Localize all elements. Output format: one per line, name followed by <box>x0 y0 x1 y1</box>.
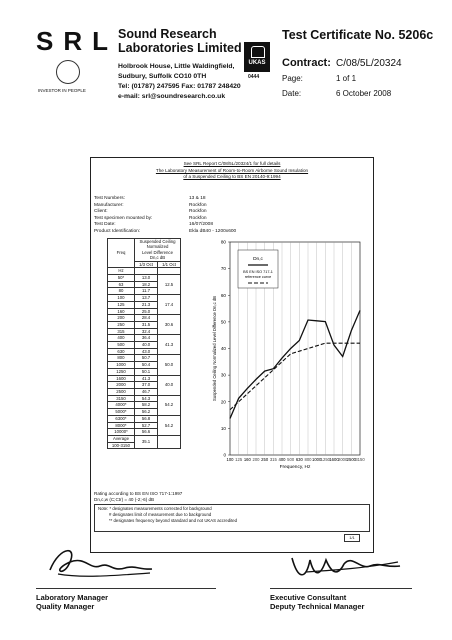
x-tick-label: 630 <box>295 457 303 462</box>
y-tick-label: 0 <box>223 452 226 458</box>
investor-seal-icon <box>56 60 80 84</box>
octave-cell: 54.2 <box>158 395 181 415</box>
y-tick-label: 50 <box>220 319 226 325</box>
x-tick-label: 1000 <box>312 457 322 462</box>
report-title-1: See SRL Report C/08/5L/20324/1 for full details <box>183 161 281 166</box>
note-2: # designates limit of measurement due to background <box>109 512 212 517</box>
page-label: Page: <box>282 74 303 83</box>
address-block <box>118 62 258 102</box>
y-axis-label: Suspended Ceiling Normalized Level Difference Dn,c dB <box>212 296 217 401</box>
freq-cell: 630 <box>108 348 135 355</box>
date-label: Date: <box>282 89 302 98</box>
value-cell: 32.4 <box>135 328 158 335</box>
value-cell: 56.8 <box>135 415 158 422</box>
freq-cell: 2500 <box>108 388 135 395</box>
ukas-text: UKAS <box>248 60 266 66</box>
signature-line-right <box>270 588 412 589</box>
y-tick-label: 80 <box>220 239 226 245</box>
field-value: Rockfon <box>189 215 207 221</box>
col1-header: 1/3 Oct <box>135 261 158 268</box>
value-cell: 13.7 <box>135 295 158 302</box>
report-field <box>94 229 236 236</box>
value-cell: 37.0 <box>135 382 158 389</box>
freq-cell: 4000* <box>108 402 135 409</box>
value-cell: 50.7 <box>135 355 158 362</box>
freq-cell: 1600 <box>108 375 135 382</box>
field-label: Client: <box>94 209 108 214</box>
certificate-title: Test Certificate No. 5206c <box>282 28 434 42</box>
legend-box <box>238 250 278 288</box>
freq-cell: 250 <box>108 321 135 328</box>
y-tick-label: 70 <box>220 266 226 272</box>
freq-cell: 1000 <box>108 362 135 369</box>
unit-cell: Hz <box>108 268 135 275</box>
freq-header: Freq <box>108 239 135 268</box>
field-label: Manufacturer: <box>94 202 124 208</box>
field-value: Rockfon <box>189 209 207 214</box>
y-tick-label: 10 <box>220 425 226 431</box>
signatory-right <box>270 593 364 611</box>
results-table <box>107 238 181 449</box>
signatory-left <box>36 593 108 611</box>
freq-cell: 315 <box>108 328 135 335</box>
value-cell: 46.7 <box>135 388 158 395</box>
unit-row <box>108 268 181 275</box>
freq-cell: 8000* <box>108 422 135 429</box>
col2-header: 1/1 Oct <box>158 261 181 268</box>
contract-value: C/08/5L/20324 <box>336 58 402 69</box>
note-3: ** designates frequency beyond standard and not UKAS accredited <box>109 518 238 523</box>
rating-line-1: Rating according to BS EN ISO 717-1:1997 <box>94 491 183 496</box>
x-axis-label: Frequency, Hz <box>279 465 311 470</box>
field-label: Test Date: <box>94 222 116 227</box>
y-tick-label: 20 <box>220 399 226 405</box>
octave-cell: 30.6 <box>158 315 181 335</box>
octave-cell: 40.0 <box>158 375 181 395</box>
x-tick-label: 1600 <box>329 457 339 462</box>
value-cell: 56.2 <box>135 409 158 416</box>
date-value: 6 October 2008 <box>336 89 392 98</box>
x-tick-label: 2000 <box>338 457 348 462</box>
ukas-number: 0444 <box>248 74 260 80</box>
x-tick-label: 400 <box>278 457 286 462</box>
contract-label: Contract: <box>282 57 331 69</box>
results-chart <box>196 238 368 470</box>
column-title-line: Level Difference <box>142 249 173 255</box>
value-cell: 41.3 <box>135 375 158 382</box>
value-cell: 50.1 <box>135 368 158 375</box>
average-range: 100-3150 <box>108 442 135 449</box>
x-tick-label: 200 <box>252 457 260 462</box>
right-role-2: Deputy Technical Manager <box>270 602 365 611</box>
column-title-line: Suspended Ceiling <box>139 239 176 244</box>
table-row <box>108 295 181 302</box>
freq-cell: 6300* <box>108 415 135 422</box>
freq-cell: 3150 <box>108 395 135 402</box>
report-title-3: of a Suspended Ceiling to BS EN 20140-9:1994 <box>183 174 281 180</box>
company-line-1: Sound Research <box>118 27 217 41</box>
field-value: Rockfon <box>189 202 207 208</box>
table-row <box>108 375 181 382</box>
x-tick-label: 800 <box>304 457 312 462</box>
signature-right-icon <box>286 540 406 584</box>
certificate-meta <box>282 56 402 101</box>
freq-cell: 400 <box>108 335 135 342</box>
freq-cell: 125 <box>108 301 135 308</box>
value-cell: 52.7 <box>135 422 158 429</box>
note-1: Note: * designates measurements corrected for background <box>98 506 212 511</box>
notes-box <box>94 504 370 532</box>
address-line-3: Tel: (01787) 247595 Fax: 01787 248420 <box>118 83 241 90</box>
unit-spacer <box>135 268 158 275</box>
octave-cell: 54.2 <box>158 415 181 435</box>
x-tick-label: 500 <box>287 457 295 462</box>
freq-cell: 500 <box>108 342 135 349</box>
crown-icon <box>251 46 265 58</box>
seal-caption: INVESTOR IN PEOPLE <box>38 88 86 93</box>
average-spacer <box>158 435 181 448</box>
address-line-4: e-mail: srl@soundresearch.co.uk <box>118 93 226 100</box>
company-line-2: Laboratories Limited <box>118 41 242 55</box>
table-row <box>108 335 181 342</box>
address-line-1: Holbrook House, Little Waldingfield, <box>118 63 235 70</box>
signature-left-icon <box>40 540 160 584</box>
freq-cell: 1250 <box>108 368 135 375</box>
value-cell: 11.7 <box>135 288 158 295</box>
value-cell: 43.0 <box>135 348 158 355</box>
octave-cell: 50.0 <box>158 355 181 375</box>
field-label: Product Identification: <box>94 228 141 234</box>
x-tick-label: 160 <box>243 457 251 462</box>
field-value: Ekla dB40 - 1200x600 <box>189 228 237 234</box>
freq-cell: 800 <box>108 355 135 362</box>
freq-cell: 200 <box>108 315 135 322</box>
average-label: Average <box>108 435 135 442</box>
value-cell: 25.0 <box>135 308 158 315</box>
field-label: Test Numbers: <box>94 196 125 201</box>
report-title-2: The Laboratory Measurement of Room-to-Room Airborne Sound Insulation <box>155 167 309 173</box>
value-cell: 21.3 <box>135 301 158 308</box>
value-cell: 18.2 <box>135 281 158 288</box>
octave-cell: 12.5 <box>158 275 181 295</box>
table-row <box>108 395 181 402</box>
address-line-2: Sudbury, Suffolk CO10 0TH <box>118 73 207 80</box>
x-tick-label: 100 <box>226 457 234 462</box>
field-value: 13 & 18 <box>189 196 206 201</box>
report-fields <box>94 196 236 235</box>
table-row <box>108 415 181 422</box>
column-title-line: Dn,c dB <box>149 255 166 261</box>
page-box: 1/1 <box>344 534 360 542</box>
value-cell: 54.3 <box>135 395 158 402</box>
y-tick-label: 40 <box>220 346 226 352</box>
freq-cell: 63 <box>108 281 135 288</box>
field-value: 16/07/2008 <box>189 222 214 227</box>
column-title-line: Normalized <box>146 244 169 250</box>
freq-cell: 10000* <box>108 429 135 436</box>
y-tick-label: 30 <box>220 372 226 378</box>
report-title <box>90 161 374 181</box>
value-cell: 58.2 <box>135 402 158 409</box>
freq-cell: 160 <box>108 308 135 315</box>
right-role-1: Executive Consultant <box>270 593 347 602</box>
x-tick-label: 1250 <box>320 457 330 462</box>
legend-label-ref-2: reference curve <box>244 275 272 279</box>
average-row <box>108 435 181 442</box>
left-role-2: Quality Manager <box>36 602 95 611</box>
value-cell: 40.0 <box>135 342 158 349</box>
table-row <box>108 355 181 362</box>
x-tick-label: 315 <box>269 457 277 462</box>
average-spacer: 35.1 <box>135 435 158 448</box>
x-tick-label: 3150 <box>355 457 365 462</box>
freq-cell: 2000 <box>108 382 135 389</box>
unit-spacer <box>158 268 181 275</box>
signature-line-left <box>36 588 216 589</box>
field-label: Test specimen mounted by: <box>94 215 153 221</box>
x-tick-label: 125 <box>235 457 243 462</box>
freq-cell: 80 <box>108 288 135 295</box>
value-cell: 50.4 <box>135 362 158 369</box>
legend-label-dnc: Dn,c <box>253 257 263 262</box>
freq-cell: 5000* <box>108 409 135 416</box>
value-cell: 36.4 <box>135 335 158 342</box>
legend-label-ref-1: BS EN ISO 717-1 <box>243 270 273 274</box>
column-title <box>135 239 181 262</box>
octave-cell: 17.4 <box>158 295 181 315</box>
left-role-1: Laboratory Manager <box>36 593 109 602</box>
rating-line-2: Dn,c,w (C;Ctr) = 40 (-2;-6) dB <box>94 496 155 502</box>
page-value: 1 of 1 <box>336 74 357 83</box>
value-cell: 56.6 <box>135 429 158 436</box>
rating-block <box>94 491 370 503</box>
table-row <box>108 315 181 322</box>
x-tick-label: 250 <box>261 457 269 462</box>
y-tick-label: 60 <box>220 292 226 298</box>
freq-cell: 50* <box>108 275 135 282</box>
octave-cell: 41.3 <box>158 335 181 355</box>
value-cell: 31.5 <box>135 321 158 328</box>
freq-cell: 100 <box>108 295 135 302</box>
x-tick-label: 2500 <box>346 457 356 462</box>
srl-logo: SRL <box>36 26 118 56</box>
value-cell: 28.4 <box>135 315 158 322</box>
table-row <box>108 275 181 282</box>
series-line-dnc <box>230 310 360 418</box>
value-cell: 13.0 <box>135 275 158 282</box>
